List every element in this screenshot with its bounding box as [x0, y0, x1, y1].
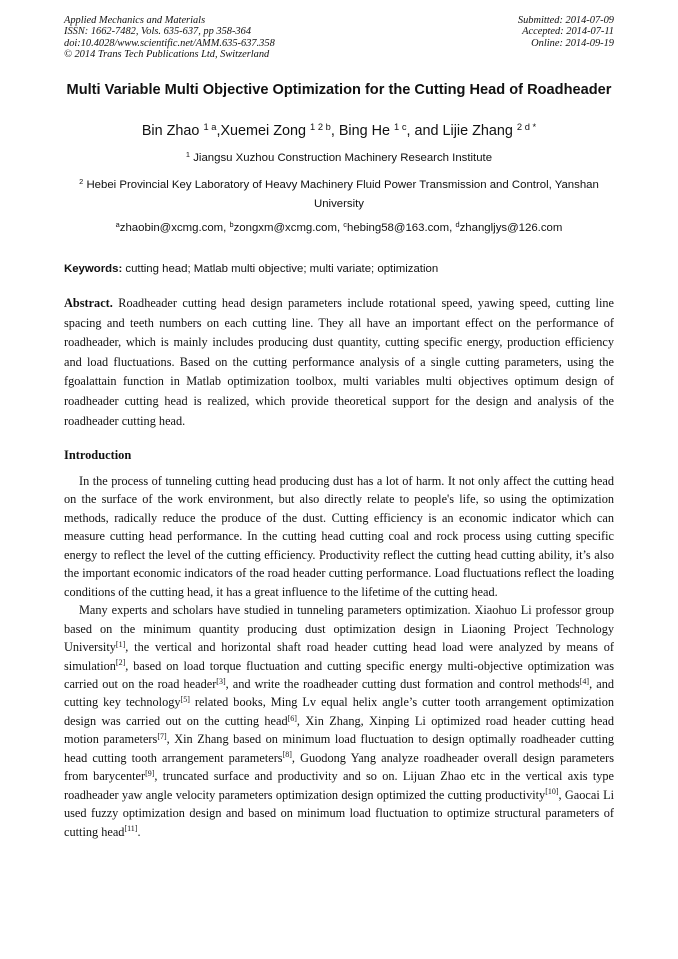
paragraph	[64, 472, 614, 601]
citation-marker: [5]	[180, 695, 190, 705]
accepted-date: Accepted: 2014-07-11	[522, 26, 614, 38]
keywords-label: Keywords:	[64, 263, 123, 275]
copyright-line: © 2014 Trans Tech Publications Ltd, Switzerland	[64, 48, 270, 60]
affiliation-marker: 1	[185, 149, 191, 159]
abstract	[64, 294, 614, 431]
paragraph-text: related books, Ming Lv equal helix angle’s cutter tooth arrangement optimization design was carried out on the cutting head	[64, 695, 614, 728]
author-name: Lijie Zhang	[442, 123, 513, 139]
paragraph-text: , and write the roadheader cutting dust formation and control methods	[225, 676, 580, 691]
email-list	[64, 219, 614, 237]
citation-marker: [11]	[124, 824, 138, 834]
author-name: Bing He	[338, 123, 391, 139]
citation-marker: [8]	[282, 750, 292, 760]
citation-marker: [4]	[579, 676, 590, 686]
affiliation-text: Hebei Provincial Key Laboratory of Heavy Machinery Fluid Power Transmission and Control, Yanshan University	[86, 179, 599, 210]
author-separator: ,	[216, 123, 221, 139]
citation-marker: [2]	[115, 658, 126, 668]
email-marker: b	[229, 219, 234, 229]
author-affiliation-marker: 2 d *	[516, 121, 537, 132]
publication-dates	[518, 15, 614, 49]
citation-marker: [3]	[216, 676, 226, 686]
citation-marker: [6]	[287, 713, 297, 723]
paragraph-text: In the process of tunneling cutting head producing dust has a lot of harm. It not only affect the cutting head on the surface of the work environment, but also directly relate to people's life, so using the optimization methods, radically reduce the produce of the dust. Cutting efficiency is an economic indicator which can measure cutting head performance. In the cutting head cutting coal and rock process using cutting specific energy to reflect the level of the cutting efficiency. Productivity reflect the cutting head cutting ability, it’s also the important economic indicators of the road header cutting performance. Load fluctuations reflect the loading conditions of the cutting head, it has a great influence to the lifetime of the cutting head.	[64, 474, 614, 599]
author-separator: ,	[330, 123, 339, 139]
journal-name: Applied Mechanics and Materials	[64, 15, 206, 26]
paragraph-text: Many experts and scholars have studied in tunneling parameters optimization. Xiaohuo Li professor group based on the minimum quantity producing dust optimization design in Liaoning Project Technology University	[64, 603, 614, 655]
paragraph-text: , Guodong Yang analyze roadheader overall design parameters from barycenter	[64, 750, 615, 784]
email-marker: a	[115, 219, 120, 229]
paragraph-text: , Xin Zhang, Xinping Li optimized road header cutting head motion parameters	[64, 713, 614, 747]
email-address: zhangljys@126.com	[459, 222, 563, 234]
paragraph-text: , Gaocai Li used fuzzy optimization design and based on minimum load fluctuation to optimize structural parameters of cutting head	[64, 787, 614, 839]
email-address: zhaobin@xcmg.com,	[119, 222, 230, 234]
paragraph-text: , the vertical and horizontal shaft road header cutting head load were analyzed by means of simulation	[64, 640, 614, 673]
paragraph-text: , based on load torque fluctuation and cutting specific energy multi-objective optimization was carried out on the road header	[64, 658, 614, 691]
affiliation-2	[64, 176, 614, 214]
abstract-label: Abstract.	[64, 296, 113, 310]
submitted-date: Submitted: 2014-07-09	[517, 15, 614, 26]
paragraph-text: .	[137, 824, 141, 839]
author-name: Xuemei Zong	[220, 123, 307, 139]
paragraph-text: , and cutting key technology	[64, 676, 615, 710]
author-affiliation-marker: 1 a	[203, 121, 217, 132]
journal-info	[64, 15, 275, 60]
keywords	[64, 260, 614, 278]
paragraph-text: , truncated surface and productivity and so on. Lijuan Zhao etc in the vertical axis type roadheader yaw angle velocity parameters optimization design optimized the cutting productivity	[64, 769, 614, 802]
paragraph-text: , Xin Zhang based on minimum load fluctuation to design optimally roadheader cutting head cutting tooth arrangement parameters	[64, 732, 614, 765]
affiliation-1	[64, 149, 614, 168]
online-date: Online: 2014-09-19	[531, 37, 614, 49]
introduction-body	[64, 472, 614, 841]
citation-marker: [1]	[115, 639, 126, 649]
citation-marker: [10]	[545, 787, 559, 797]
email-address: hebing58@163.com,	[347, 222, 456, 234]
issn-line: ISSN: 1662-7482, Vols. 635-637, pp 358-364	[64, 26, 252, 38]
section-heading-introduction: Introduction	[64, 448, 132, 462]
paragraph	[64, 601, 614, 841]
citation-marker: [7]	[157, 731, 167, 741]
author-affiliation-marker: 1 c	[394, 121, 407, 132]
email-address: zongxm@xcmg.com,	[233, 222, 344, 234]
doi-line: doi:10.4028/www.scientific.net/AMM.635-637.358	[64, 37, 275, 49]
citation-marker: [9]	[145, 768, 155, 778]
keywords-text: cutting head; Matlab multi objective; multi variate; optimization	[122, 263, 439, 275]
paper-title: Multi Variable Multi Objective Optimization for the Cutting Head of Roadheader	[66, 82, 612, 98]
affiliation-marker: 2	[79, 176, 84, 186]
author-affiliation-marker: 1 2 b	[310, 121, 331, 132]
author-list	[64, 121, 614, 141]
author-separator: , and	[406, 123, 443, 139]
abstract-text: Roadheader cutting head design parameters include rotational speed, yawing speed, cutting line spacing and teeth numbers on each cutting line. They all have an important effect on the performance of roadheader, which is mainly includes producing dust quantity, cutting specific energy, production efficiency and load fluctuations. Based on the cutting performance analysis of a single cutting parameters, using the fgoalattain function in Matlab optimization toolbox, multi variables multi objectives optimum design of roadheader cutting head is realized, which provide theoretical support for the design and analysis of the roadheader cutting head.	[64, 296, 614, 428]
email-marker: c	[343, 219, 347, 229]
email-marker: d	[455, 219, 460, 229]
affiliation-text: Jiangsu Xuzhou Construction Machinery Research Institute	[193, 152, 493, 164]
author-name: Bin Zhao	[141, 123, 200, 139]
